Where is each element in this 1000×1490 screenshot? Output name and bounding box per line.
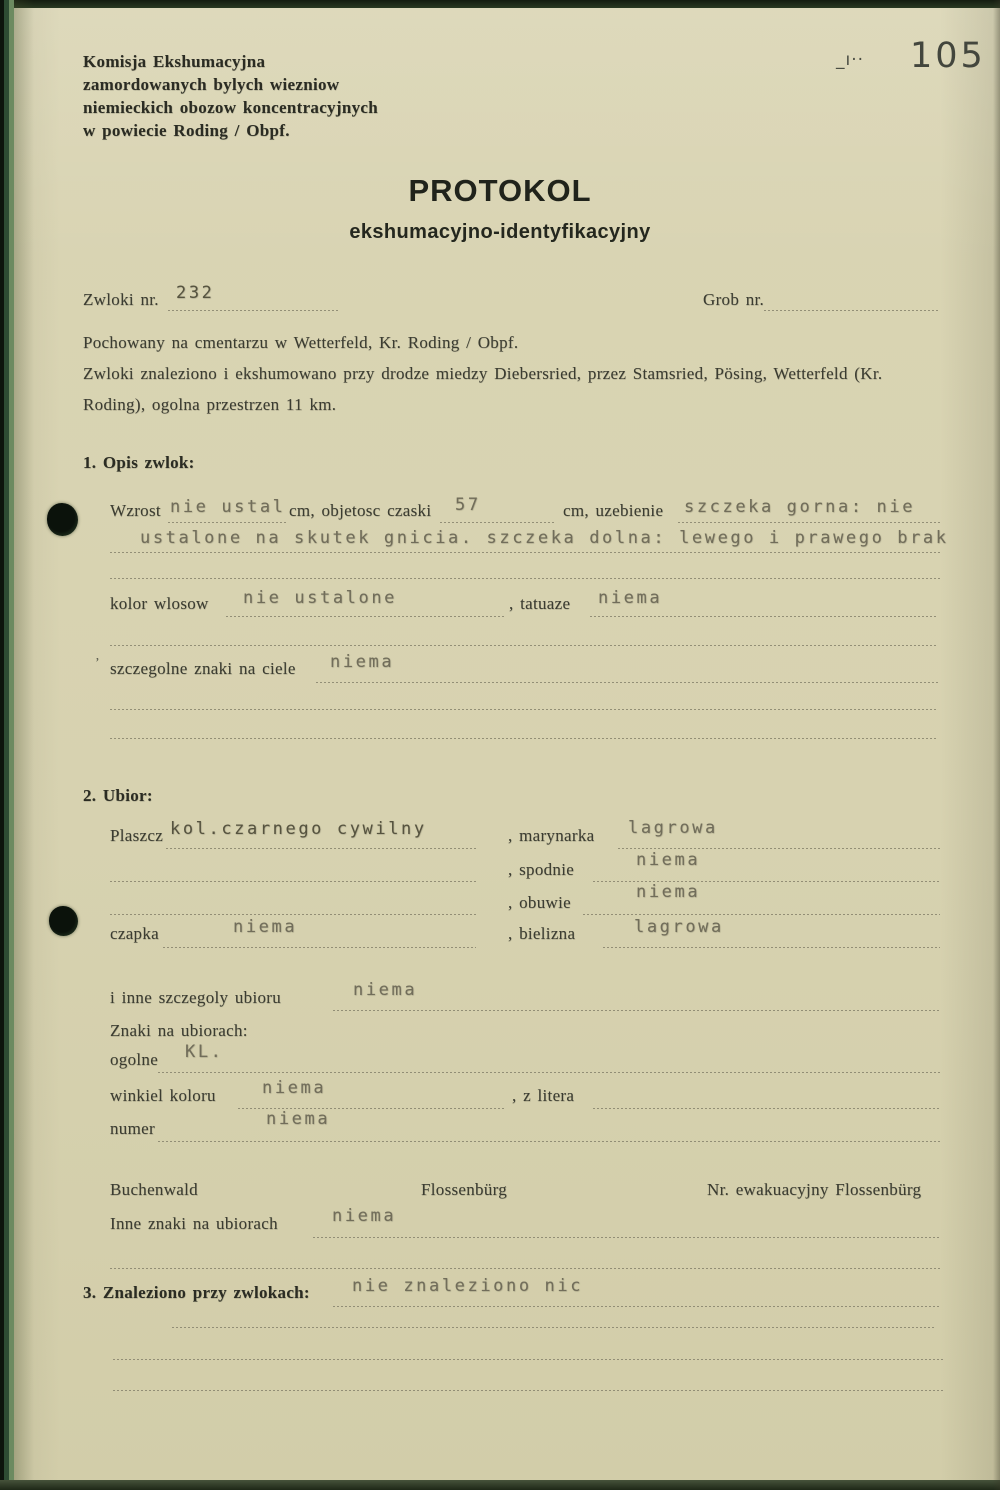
dotted-line: [168, 521, 286, 523]
dotted-line: [110, 644, 938, 646]
spodnie-label: , spodnie: [508, 860, 575, 879]
document-title: PROTOKOL: [408, 173, 592, 208]
wzrost-label: Wzrost: [110, 501, 161, 520]
camp-flossenburg-label: Flossenbürg: [421, 1180, 508, 1199]
inne-szczegoly-value: niema: [353, 980, 418, 1000]
dotted-line: [764, 309, 940, 311]
letterhead-line-1: Komisja Ekshumacyjna: [83, 52, 266, 71]
winkiel-value: niema: [262, 1078, 327, 1098]
uzebienie-value-line2: ustalone na skutek gnicia. szczeka dolna: lewego i prawego brak: [140, 528, 949, 548]
dotted-line: [110, 913, 476, 915]
letterhead-line-4: w powiecie Roding / Obpf.: [83, 121, 290, 140]
dotted-line: [603, 946, 940, 948]
dotted-line: [110, 880, 476, 882]
czapka-label: czapka: [110, 924, 159, 943]
dotted-line: [158, 1140, 940, 1142]
stray-mark: ’: [95, 656, 100, 671]
camp-nr-ewakuacyjny-label: Nr. ewakuacyjny Flossenbürg: [707, 1180, 922, 1199]
dotted-line: [440, 521, 556, 523]
uzebienie-value: szczeka gorna: nie: [684, 497, 916, 517]
czapka-value: niema: [233, 917, 298, 937]
letterhead-line-3: niemieckich obozow koncentracyjnych: [83, 98, 378, 117]
intro-line-3: Roding), ogolna przestrzen 11 km.: [83, 395, 337, 414]
dotted-line: [110, 551, 940, 553]
inne-znaki-value: niema: [332, 1206, 397, 1226]
czaski-value: 57: [455, 495, 481, 515]
pen-mark: _ı··: [836, 50, 865, 70]
intro-line-2: Zwloki znaleziono i ekshumowano przy drodze miedzy Diebersried, przez Stamsried, Pösing, Wetterfeld (Kr.: [83, 364, 883, 383]
marynarka-label: , marynarka: [508, 826, 595, 845]
dotted-line: [110, 577, 940, 579]
dotted-line: [113, 1358, 943, 1360]
bielizna-label: , bielizna: [508, 924, 576, 943]
tatuaze-value: niema: [598, 588, 663, 608]
section2-heading: 2. Ubior:: [83, 786, 153, 805]
scan-edge-bottom: [0, 1480, 1000, 1490]
hole-punch-top: [47, 503, 78, 536]
obuwie-label: , obuwie: [508, 893, 571, 912]
scan-edge-top: [0, 0, 1000, 8]
kolor-wlosow-value: nie ustalone: [243, 588, 398, 608]
szczegolne-znaki-label: szczegolne znaki na ciele: [110, 659, 296, 678]
znaki-na-ubiorach-heading: Znaki na ubiorach:: [110, 1021, 248, 1040]
zwloki-nr-label: Zwloki nr.: [83, 290, 159, 309]
grob-nr-label: Grob nr.: [703, 290, 765, 309]
tatuaze-label: , tatuaze: [509, 594, 571, 613]
uzebienie-label: cm, uzebienie: [563, 501, 664, 520]
ogolne-value: KL.: [185, 1042, 224, 1062]
obuwie-value: niema: [636, 882, 701, 902]
camp-buchenwald-label: Buchenwald: [110, 1180, 198, 1199]
dotted-line: [168, 309, 340, 311]
numer-value: niema: [266, 1109, 331, 1129]
kolor-wlosow-label: kolor wlosow: [110, 594, 209, 613]
dotted-line: [618, 847, 940, 849]
dotted-line: [583, 913, 940, 915]
page-number: 105: [910, 36, 986, 76]
dotted-line: [158, 1071, 940, 1073]
dotted-line: [590, 615, 938, 617]
dotted-line: [226, 615, 504, 617]
dotted-line: [678, 521, 941, 523]
hole-punch-bottom: [49, 906, 78, 936]
dotted-line: [166, 847, 476, 849]
czaski-label: cm, objetosc czaski: [289, 501, 432, 520]
letterhead-line-2: zamordowanych bylych wiezniow: [83, 75, 340, 94]
ogolne-label: ogolne: [110, 1050, 159, 1069]
plaszcz-value: kol.czarnego cywilny: [170, 819, 427, 839]
dotted-line: [313, 1236, 940, 1238]
znaleziono-value: nie znaleziono nic: [352, 1276, 584, 1296]
dotted-line: [110, 1267, 940, 1269]
dotted-line: [316, 681, 938, 683]
dotted-line: [593, 1107, 940, 1109]
dotted-line: [110, 708, 938, 710]
document-subtitle: ekshumacyjno-identyfikacyjny: [349, 221, 651, 243]
dotted-line: [172, 1326, 935, 1328]
numer-label: numer: [110, 1119, 155, 1138]
dotted-line: [113, 1389, 943, 1391]
winkiel-label: winkiel koloru: [110, 1086, 216, 1105]
dotted-line: [110, 737, 938, 739]
intro-line-1: Pochowany na cmentarzu w Wetterfeld, Kr. Roding / Obpf.: [83, 333, 519, 352]
zwloki-nr-value: 232: [176, 283, 215, 303]
szczegolne-znaki-value: niema: [330, 652, 395, 672]
dotted-line: [333, 1009, 940, 1011]
inne-znaki-label: Inne znaki na ubiorach: [110, 1214, 278, 1233]
marynarka-value: lagrowa: [628, 818, 718, 838]
wzrost-value: nie ustal: [170, 497, 286, 517]
bielizna-value: lagrowa: [634, 917, 724, 937]
z-litera-label: , z litera: [512, 1086, 575, 1105]
spodnie-value: niema: [636, 850, 701, 870]
dotted-line: [163, 946, 476, 948]
plaszcz-label: Plaszcz: [110, 826, 164, 845]
inne-szczegoly-label: i inne szczegoly ubioru: [110, 988, 282, 1007]
section3-heading: 3. Znaleziono przy zwlokach:: [83, 1283, 310, 1302]
section1-heading: 1. Opis zwlok:: [83, 453, 195, 472]
dotted-line: [333, 1305, 940, 1307]
